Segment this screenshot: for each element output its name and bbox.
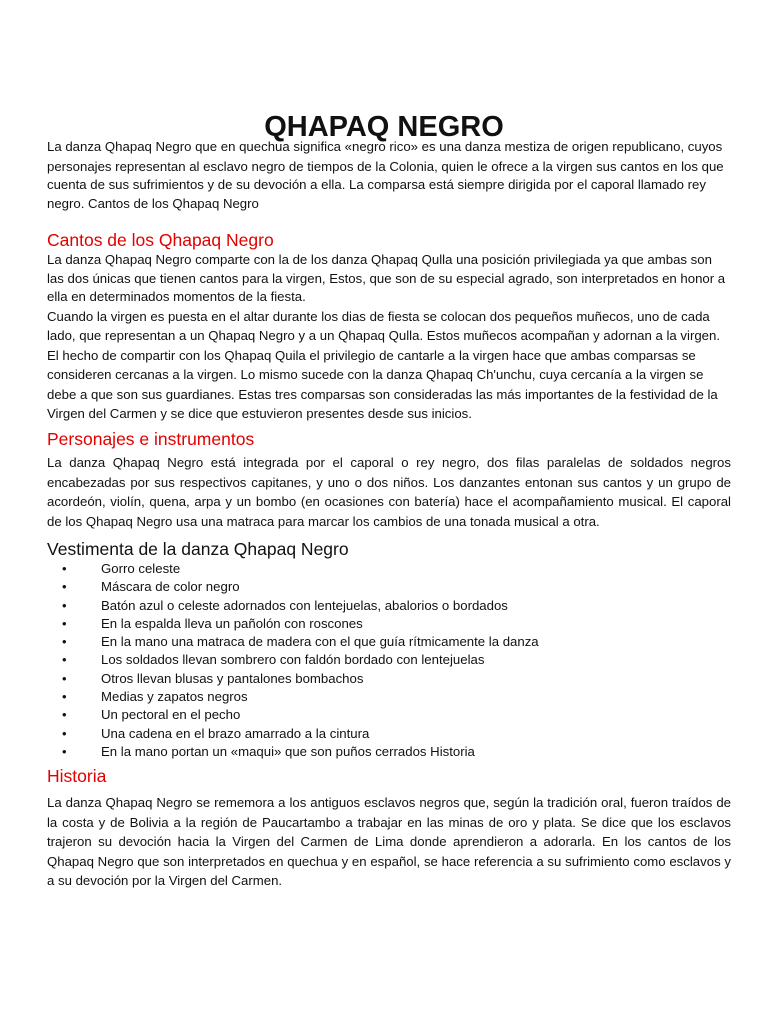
personajes-paragraph: La danza Qhapaq Negro está integrada por el caporal o rey negro, dos filas paralelas de soldados negros encabezadas por sus respectivos capitanes, y uno o dos niños. Los danzantes entonan sus cantos y un grupo de acordeón, violín, quena, arpa y un bombo (en ocasiones con batería) hace el acompañamiento musical. El caporal de los Qhapaq Negro usa una matraca para marcar los cambios de una tonada musical a otra. [47, 455, 731, 529]
intro-paragraph-2: cuenta de sus sufrimientos y de su devoción a ella. La comparsa está siempre dirigida por el caporal llamado rey negro. Cantos de los Qhapaq Negro [47, 177, 706, 211]
list-item: • Batón azul o celeste adornados con lentejuelas, abalorios o bordados [47, 597, 731, 615]
vestimenta-heading: Vestimenta de la danza Qhapaq Negro [47, 539, 349, 559]
cantos-section [47, 229, 731, 424]
cantos-heading: Cantos de los Qhapaq Negro [47, 230, 274, 250]
intro-section [47, 137, 731, 213]
list-item: • Un pectoral en el pecho [47, 706, 731, 724]
list-item: • Medias y zapatos negros [47, 688, 731, 706]
vestimenta-section [47, 538, 731, 761]
page-title: QHAPAQ NEGRO [264, 111, 504, 144]
list-item: • Gorro celeste [47, 560, 731, 578]
list-item: • En la espalda lleva un pañolón con roscones [47, 615, 731, 633]
cantos-paragraph-2: Cuando la virgen es puesta en el altar durante los dias de fiesta se colocan dos pequeños muñecos, uno de cada lado, que representan a un Qhapaq Negro y a un Qhapaq Qulla. Estos muñecos acompañan y adornan a la virgen. El hecho de compartir con los Qhapaq Quila el privilegio de cantarle a la virgen hace que ambas comparsas se consideren cercanas a la virgen. Lo mismo sucede con la danza Qhapaq Ch'unchu, cuya cercanía a la virgen se debe a que son sus guardianes. Estas tres comparsas son consideradas las más importantes de la festividad de la Virgen del Carmen y se dice que estuvieron presentes desde sus inicios. [47, 308, 721, 421]
historia-section [47, 765, 731, 891]
cantos-paragraph-1: La danza Qhapaq Negro comparte con la de los danza Qhapaq Qulla una posición privilegiada ya que ambas son las dos únicas que tienen cantos para la virgen, Estos, que son de su especial agrado, son interpretados en honor a ella en determinados momentos de la fiesta. [47, 252, 726, 304]
intro-paragraph-1: La danza Qhapaq Negro que en quechua significa «negro rico» es una danza mestiza de origen republicano, cuyos personajes representan al esclavo negro de tiempos de la Colonia, quien le ofrece a la virgen sus cantos en los que [47, 139, 724, 174]
personajes-section [47, 428, 731, 531]
list-item: • Otros llevan blusas y pantalones bombachos [47, 670, 731, 688]
list-item: • Los soldados llevan sombrero con faldón bordado con lentejuelas [47, 651, 731, 669]
list-item: • Una cadena en el brazo amarrado a la cintura [47, 725, 731, 743]
personajes-heading: Personajes e instrumentos [47, 429, 255, 449]
historia-heading: Historia [47, 766, 107, 786]
historia-paragraph: La danza Qhapaq Negro se rememora a los antiguos esclavos negros que, según la tradición oral, fueron traídos de la costa y de Bolivia a la región de Paucartambo a trabajar en las minas de oro y plata. Se dice que los esclavos trajeron su devoción hacia la Virgen del Carmen de Lima donde aprendieron a adorarla. En los cantos de los Qhapaq Negro que son interpretados en quechua y en español, se hace referencia a su sufrimiento como esclavos y a su devoción por la Virgen del Carmen. [47, 795, 731, 888]
vestimenta-list [47, 560, 731, 761]
list-item: • En la mano portan un «maqui» que son puños cerrados Historia [47, 743, 731, 761]
list-item: • En la mano una matraca de madera con el que guía rítmicamente la danza [47, 633, 731, 651]
list-item: • Máscara de color negro [47, 578, 731, 596]
